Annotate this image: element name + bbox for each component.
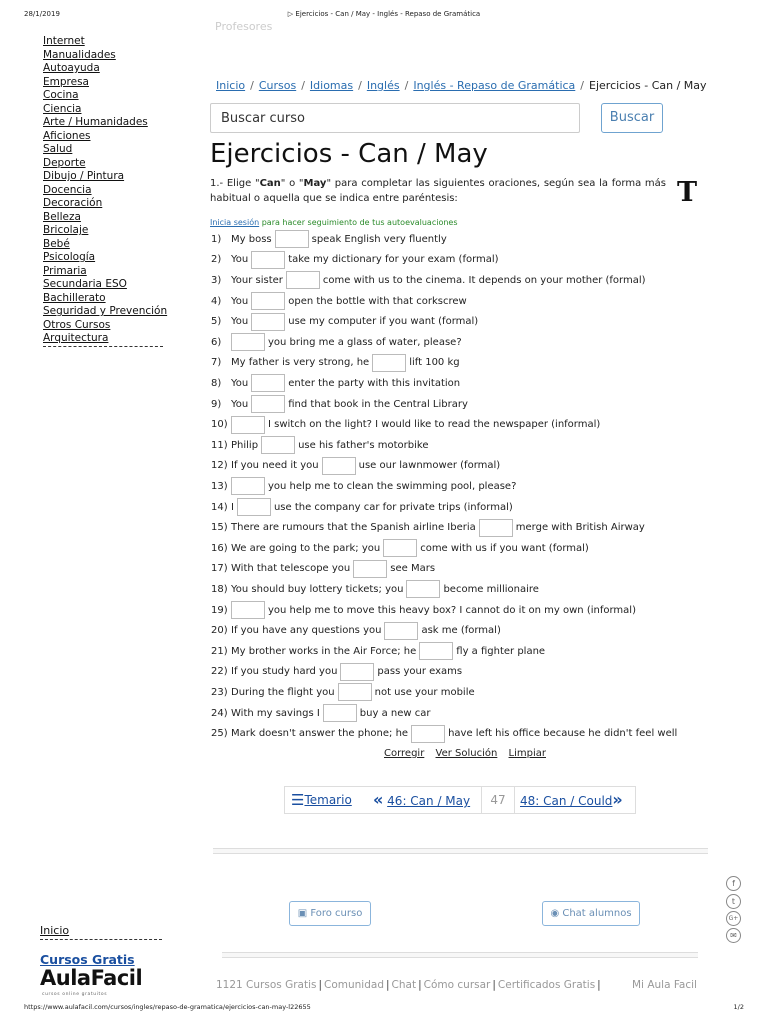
print-header — [0, 8, 768, 22]
exercise-number: 11) — [211, 439, 228, 451]
footer-separator: | — [597, 979, 601, 991]
exercise-number: 24) — [211, 707, 228, 719]
exercise-row — [211, 291, 467, 312]
exercise-number: 7) — [211, 357, 222, 369]
sidebar-item[interactable]: Empresa — [43, 75, 89, 88]
exercise-text-before: Your sister — [231, 274, 283, 286]
sidebar-item[interactable]: Dibujo / Pintura — [43, 170, 125, 182]
exercise-number: 8) — [211, 377, 222, 389]
exercise-text-after: fly a fighter plane — [456, 645, 546, 657]
footer-link[interactable]: Chat — [391, 979, 417, 991]
sidebar-item[interactable]: Manualidades — [43, 48, 116, 61]
sidebar-item[interactable]: Arte / Humanidades — [43, 116, 148, 128]
exercise-row — [211, 517, 645, 538]
print-page-number: 1/2 — [733, 1003, 744, 1011]
answer-input[interactable] — [251, 374, 285, 392]
section-divider — [213, 848, 708, 854]
exercise-text-before: There are rumours that the Spanish airline Iberia — [231, 522, 476, 534]
sidebar-item[interactable]: Psicología — [43, 251, 96, 263]
search-box — [210, 103, 580, 133]
answer-input[interactable] — [286, 271, 320, 289]
exercise-row — [211, 538, 589, 559]
exercise-text-after: see Mars — [390, 563, 436, 575]
corregir-link[interactable]: Corregir — [384, 748, 425, 759]
footer-link[interactable]: 1121 Cursos Gratis — [216, 979, 317, 991]
exercise-row — [211, 476, 516, 497]
exercise-row — [211, 497, 513, 518]
exercise-text-after: not use your mobile — [374, 686, 475, 698]
sidebar-bottom — [40, 924, 165, 967]
exercise-number: 4) — [211, 295, 222, 307]
page-title: Ejercicios - Can / May — [210, 139, 488, 169]
logo-tagline: cursos online gratuitos — [42, 992, 108, 997]
breadcrumb-separator: / — [358, 79, 362, 92]
exercise-row — [211, 703, 430, 724]
answer-input[interactable] — [231, 416, 265, 434]
exercise-number: 6) — [211, 336, 222, 348]
answer-input[interactable] — [231, 601, 265, 619]
answer-input[interactable] — [322, 457, 356, 475]
instruction-prefix: 1.- Elige " — [210, 178, 260, 189]
footer-link[interactable]: Certificados Gratis — [497, 979, 596, 991]
double-chevron-left-icon: « — [373, 790, 384, 809]
prev-lesson-nav[interactable] — [373, 787, 470, 813]
footer-separator: | — [492, 979, 496, 991]
breadcrumb-current: Ejercicios - Can / May — [589, 79, 707, 92]
sidebar-item[interactable]: Decoración — [43, 197, 103, 209]
exercise-text-before: With my savings I — [231, 707, 320, 719]
exercise-number: 12) — [211, 460, 228, 472]
exercise-row — [211, 311, 478, 332]
exercise-row — [211, 641, 545, 662]
foro-label: Foro curso — [310, 908, 363, 919]
exercise-row — [211, 600, 636, 621]
footer-link[interactable]: Cómo cursar — [423, 979, 491, 991]
exercise-text-after: I switch on the light? I would like to read the newspaper (informal) — [268, 419, 601, 431]
exercise-text-before: Philip — [231, 439, 259, 451]
exercise-number: 22) — [211, 666, 228, 678]
exercise-row — [211, 414, 600, 435]
answer-input[interactable] — [411, 725, 445, 743]
sidebar-item[interactable]: Autoayuda — [43, 62, 100, 74]
exercise-row — [211, 250, 499, 271]
side-glyph: T — [677, 177, 698, 208]
exercise-row — [211, 270, 646, 291]
breadcrumb-link[interactable]: Cursos — [258, 79, 297, 92]
footer-separator: | — [386, 979, 390, 991]
exercise-text-after: take my dictionary for your exam (formal) — [288, 254, 499, 266]
sidebar-item[interactable]: Otros Cursos — [43, 318, 111, 331]
exercise-row — [211, 456, 500, 477]
exercise-text-before: My brother works in the Air Force; he — [231, 645, 417, 657]
exercise-row — [211, 723, 677, 744]
exercise-text-before: You — [231, 316, 249, 328]
exercise-row — [211, 332, 462, 353]
exercise-number: 25) — [211, 728, 228, 740]
exercise-row — [211, 373, 460, 394]
exercise-text-before: You — [231, 377, 249, 389]
sidebar-item[interactable]: Bricolaje — [43, 224, 89, 236]
exercise-text-after: lift 100 kg — [409, 357, 460, 369]
login-text: para hacer seguimiento de tus autoevaluaciones — [259, 218, 458, 227]
exercise-text-after: you help me to move this heavy box? I cannot do it on my own (informal) — [268, 604, 636, 616]
print-url: https://www.aulafacil.com/cursos/ingles/repaso-de-gramatica/ejercicios-can-may-l22655 — [24, 1003, 311, 1011]
answer-input[interactable] — [237, 498, 271, 516]
sidebar-item[interactable]: Docencia — [43, 183, 92, 196]
exercise-text-before: You — [231, 295, 249, 307]
answer-input[interactable] — [406, 580, 440, 598]
limpiar-link[interactable]: Limpiar — [508, 748, 546, 759]
answer-input[interactable] — [251, 395, 285, 413]
footer-separator: | — [318, 979, 323, 991]
exercise-row — [211, 579, 539, 600]
sidebar-inicio-link[interactable]: Inicio — [40, 924, 162, 940]
exercise-text-after: use his father's motorbike — [298, 439, 429, 451]
exercise-text-before: I — [231, 501, 234, 513]
exercise-number: 9) — [211, 398, 222, 410]
answer-input[interactable] — [383, 539, 417, 557]
chat-icon: ◉ — [550, 908, 560, 919]
sidebar-category-list — [43, 35, 168, 347]
next-lesson-nav[interactable] — [520, 787, 623, 813]
google-plus-icon[interactable]: G+ — [726, 911, 741, 926]
sidebar-item[interactable]: Belleza — [43, 210, 81, 223]
comment-icon: ▣ — [297, 908, 308, 919]
answer-input[interactable] — [340, 663, 374, 681]
breadcrumb-link[interactable]: Inicio — [216, 79, 246, 92]
exercise-number: 20) — [211, 625, 228, 637]
exercise-text-before: With that telescope you — [231, 563, 351, 575]
exercise-number: 15) — [211, 522, 228, 534]
exercise-actions — [384, 748, 554, 759]
print-title: ▷ Ejercicios - Can / May - Inglés - Repaso de Gramática — [287, 10, 481, 18]
current-lesson-number: 47 — [481, 787, 515, 813]
ver-solucion-link[interactable]: Ver Solución — [435, 748, 498, 759]
breadcrumb-separator: / — [404, 79, 409, 92]
exercise-row — [211, 559, 435, 580]
print-footer — [0, 1003, 768, 1015]
exercise-text-after: come with us to the cinema. It depends on your mother (formal) — [322, 274, 646, 286]
answer-input[interactable] — [251, 313, 285, 331]
exercise-number: 13) — [211, 480, 228, 492]
answer-input[interactable] — [251, 292, 285, 310]
exercise-text-after: pass your exams — [377, 666, 463, 678]
chat-alumnos-button[interactable] — [542, 901, 640, 926]
breadcrumb — [216, 79, 707, 92]
lesson-pager — [284, 786, 636, 814]
exercise-row — [211, 435, 428, 456]
exercise-number: 19) — [211, 604, 228, 616]
email-icon[interactable]: ✉ — [726, 928, 741, 943]
answer-input[interactable] — [372, 354, 406, 372]
sidebar-item[interactable]: Seguridad y Prevención — [43, 305, 168, 317]
exercise-text-after: open the bottle with that corkscrew — [288, 295, 467, 307]
sidebar-item[interactable]: Bebé — [43, 237, 70, 250]
exercise-text-after: enter the party with this invitation — [288, 377, 461, 389]
exercise-text-before: If you have any questions you — [231, 625, 382, 637]
exercise-number: 14) — [211, 501, 228, 513]
exercise-text-before: My boss — [231, 233, 272, 245]
answer-input[interactable] — [231, 477, 265, 495]
exercise-text-before: We are going to the park; you — [231, 542, 381, 554]
exercise-text-after: speak English very fluently — [311, 233, 447, 245]
breadcrumb-link[interactable]: Idiomas — [309, 79, 354, 92]
breadcrumb-separator: / — [580, 79, 585, 92]
foro-curso-button[interactable] — [289, 901, 371, 926]
temario-nav[interactable] — [291, 787, 352, 813]
sidebar-item[interactable]: Bachillerato — [43, 291, 106, 304]
breadcrumb-link[interactable]: Inglés - Repaso de Gramática — [413, 79, 576, 92]
answer-input[interactable] — [323, 704, 357, 722]
answer-input[interactable] — [275, 230, 309, 248]
exercise-row — [211, 353, 460, 374]
exercise-text-before: My father is very strong, he — [231, 357, 370, 369]
mi-aula-facil-link[interactable]: Mi Aula Facil — [632, 979, 697, 991]
breadcrumb-separator: / — [250, 79, 254, 92]
chat-label: Chat alumnos — [562, 908, 632, 919]
exercise-number: 2) — [211, 254, 222, 266]
sidebar-item[interactable]: Internet — [43, 35, 85, 47]
exercise-number: 16) — [211, 542, 228, 554]
exercise-number: 10) — [211, 419, 228, 431]
exercise-row — [211, 662, 462, 683]
exercise-text-before: If you study hard you — [231, 666, 338, 678]
exercise-text-before: If you need it you — [231, 460, 319, 472]
exercise-text-before: Mark doesn't answer the phone; he — [231, 728, 409, 740]
exercise-text-after: you bring me a glass of water, please? — [268, 336, 462, 348]
exercise-number: 1) — [211, 233, 222, 245]
exercise-text-after: become millionaire — [443, 583, 539, 595]
exercise-text-after: merge with British Airway — [515, 522, 645, 534]
exercise-text-before: During the flight you — [231, 686, 335, 698]
prev-lesson-link[interactable]: 46: Can / May — [387, 794, 471, 808]
answer-input[interactable] — [353, 560, 387, 578]
exercise-text-after: buy a new car — [359, 707, 431, 719]
exercise-row — [211, 682, 475, 703]
twitter-icon[interactable]: t — [726, 894, 741, 909]
exercise-text-after: you help me to clean the swimming pool, please? — [268, 480, 517, 492]
exercise-text-after: use my computer if you want (formal) — [288, 316, 479, 328]
temario-link[interactable]: Temario — [304, 793, 352, 807]
list-icon: ☰ — [291, 791, 305, 809]
login-prompt — [210, 218, 458, 227]
exercise-row — [211, 229, 447, 250]
footer-links — [216, 979, 603, 991]
exercise-number: 21) — [211, 645, 228, 657]
instruction-can: Can — [259, 178, 281, 189]
exercise-row — [211, 394, 468, 415]
login-link[interactable]: Inicia sesión — [210, 218, 260, 227]
exercise-instruction — [210, 176, 666, 206]
exercise-row — [211, 620, 501, 641]
exercise-text-after: use our lawnmower (formal) — [358, 460, 501, 472]
answer-input[interactable] — [479, 519, 513, 537]
sidebar-item[interactable]: Secundaria ESO — [43, 278, 127, 290]
footer-link[interactable]: Comunidad — [324, 979, 384, 991]
search-button[interactable]: Buscar — [601, 103, 663, 133]
breadcrumb-link[interactable]: Inglés — [366, 79, 400, 92]
breadcrumb-separator: / — [301, 79, 305, 92]
exercise-number: 23) — [211, 686, 228, 698]
sidebar-item[interactable]: Salud — [43, 143, 73, 155]
facebook-icon[interactable]: f — [726, 876, 741, 891]
search-input[interactable] — [211, 104, 579, 132]
answer-input[interactable] — [338, 683, 372, 701]
exercise-text-before: You should buy lottery tickets; you — [231, 583, 404, 595]
exercise-text-after: have left his office because he didn't feel well — [448, 728, 678, 740]
sidebar-item[interactable]: Primaria — [43, 264, 87, 277]
answer-input[interactable] — [251, 251, 285, 269]
footer-divider — [222, 952, 698, 958]
sidebar-item[interactable]: Ciencia — [43, 102, 82, 115]
answer-input[interactable] — [384, 622, 418, 640]
instruction-may: May — [303, 178, 327, 189]
answer-input[interactable] — [419, 642, 453, 660]
exercise-text-after: come with us if you want (formal) — [420, 542, 589, 554]
sidebar-item[interactable]: Arquitectura — [43, 332, 163, 347]
ghost-text: Profesores — [215, 20, 273, 33]
print-date: 28/1/2019 — [24, 10, 60, 18]
answer-input[interactable] — [231, 333, 265, 351]
instruction-suffix: " para completar las siguientes oraciones, según sea la forma más habitual o aquella que se indica entre paréntesis: — [210, 178, 666, 204]
footer-separator: | — [418, 979, 422, 991]
instruction-middle: " o " — [280, 178, 304, 189]
exercise-number: 18) — [211, 583, 228, 595]
next-lesson-link[interactable]: 48: Can / Could — [520, 794, 613, 808]
exercise-text-before: You — [231, 254, 249, 266]
sidebar-item[interactable]: Aficiones — [43, 129, 91, 142]
answer-input[interactable] — [261, 436, 295, 454]
exercise-text-after: find that book in the Central Library — [288, 398, 468, 410]
sidebar-item[interactable]: Deporte — [43, 156, 86, 169]
exercise-text-after: ask me (formal) — [421, 625, 501, 637]
sidebar-item[interactable]: Cocina — [43, 89, 79, 101]
sidebar-cursos-gratis-link[interactable]: Cursos Gratis — [40, 952, 135, 967]
exercise-number: 5) — [211, 316, 222, 328]
aulafacil-logo[interactable]: AulaFacil — [40, 966, 143, 990]
exercise-text-after: use the company car for private trips (informal) — [273, 501, 513, 513]
exercise-number: 17) — [211, 563, 228, 575]
double-chevron-right-icon: » — [612, 790, 623, 809]
exercise-text-before: You — [231, 398, 249, 410]
exercise-number: 3) — [211, 274, 222, 286]
